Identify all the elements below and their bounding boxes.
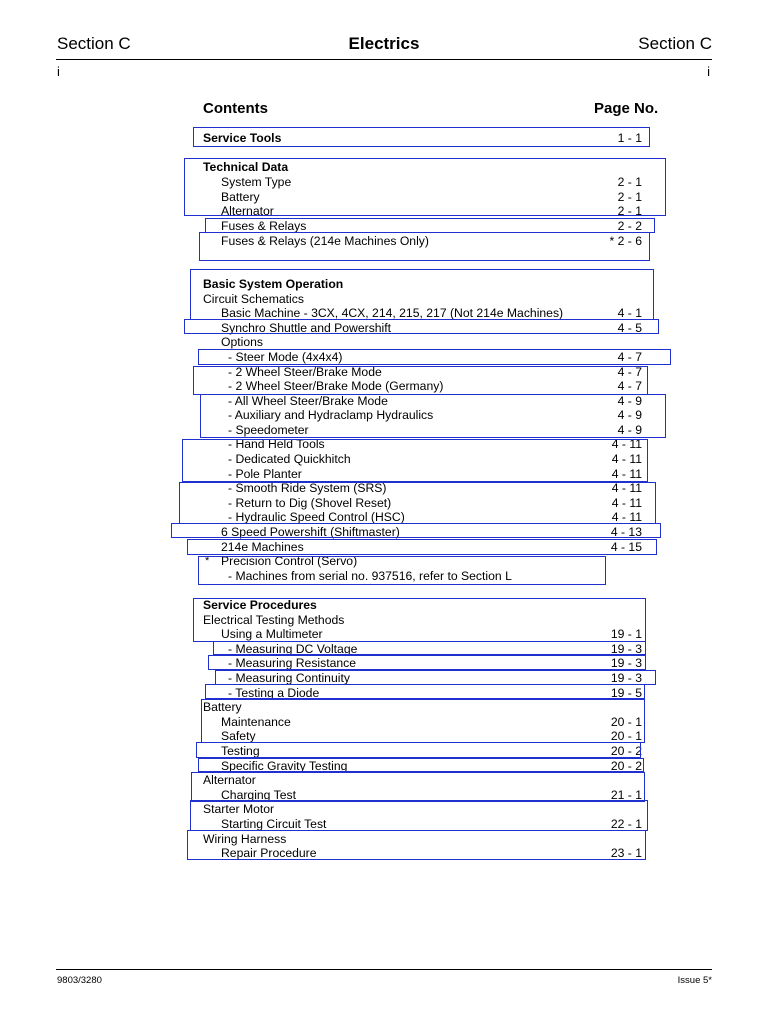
toc-entry-text: Specific Gravity Testing: [221, 759, 348, 773]
toc-entry[interactable]: [0, 219, 768, 233]
toc-entry-page: 23 - 1: [610, 846, 642, 860]
toc-entry-text: - Speedometer: [228, 423, 309, 437]
toc-entry-page: 19 - 5: [610, 686, 642, 700]
toc-entry-page: 4 - 13: [610, 525, 642, 539]
contents-heading: Contents: [203, 100, 268, 117]
toc-entry[interactable]: [0, 467, 768, 481]
toc-entry[interactable]: [0, 671, 768, 685]
toc-entry[interactable]: [0, 321, 768, 335]
toc-entry[interactable]: [0, 394, 768, 408]
section-label-right: Section C: [638, 34, 712, 53]
toc-entry-text: - Measuring Continuity: [228, 671, 350, 685]
toc-entry-page: 4 - 7: [617, 379, 642, 393]
toc-entry-page: 4 - 9: [617, 423, 642, 437]
toc-subheading[interactable]: [0, 335, 768, 349]
toc-entry-text: - Smooth Ride System (SRS): [228, 481, 387, 495]
revision-marker: *: [205, 555, 210, 567]
toc-entry-text: - Testing a Diode: [228, 686, 320, 700]
toc-entry[interactable]: [0, 569, 768, 583]
toc-entry-page: 19 - 1: [610, 627, 642, 641]
toc-entry-text: Electrical Testing Methods: [203, 613, 345, 627]
toc-entry-page: 4 - 9: [617, 394, 642, 408]
toc-entry-page: 4 - 7: [617, 350, 642, 364]
toc-entry-text: - Auxiliary and Hydraclamp Hydraulics: [228, 408, 434, 422]
toc-entry-page: 4 - 11: [611, 510, 642, 524]
footer-rule: [56, 969, 712, 970]
toc-entry-text: Maintenance: [221, 715, 291, 729]
toc-entry-page: 21 - 1: [610, 788, 642, 802]
toc-entry[interactable]: [0, 525, 768, 539]
toc-entry[interactable]: [0, 306, 768, 320]
toc-entry-page: 4 - 11: [611, 467, 642, 481]
toc-entry-text: Circuit Schematics: [203, 292, 304, 306]
page-marker-left: i: [57, 64, 60, 79]
toc-entry[interactable]: [0, 817, 768, 831]
toc-entry-text: Alternator: [221, 204, 274, 218]
toc-entry-page: 22 - 1: [610, 817, 642, 831]
toc-entry[interactable]: [0, 496, 768, 510]
toc-section-heading[interactable]: [0, 160, 768, 174]
toc-entry[interactable]: [0, 175, 768, 189]
toc-entry-page: 19 - 3: [610, 656, 642, 670]
page-no-heading: Page No.: [594, 100, 659, 117]
toc-entry[interactable]: [0, 715, 768, 729]
document-number: 9803/3280: [57, 975, 102, 986]
toc-entry[interactable]: [0, 788, 768, 802]
toc-entry-page: 20 - 1: [610, 715, 642, 729]
toc-entry-page: 4 - 11: [611, 481, 642, 495]
toc-section-heading[interactable]: [0, 277, 768, 291]
toc-entry-text: Basic Machine - 3CX, 4CX, 214, 215, 217 (Not 214e Machines): [221, 306, 564, 320]
toc-entry-page: 4 - 11: [611, 496, 642, 510]
toc-entry-text: Fuses & Relays: [221, 219, 307, 233]
toc-entry-text: - Machines from serial no. 937516, refer to Section L: [228, 569, 512, 583]
toc-entry-text: - Measuring DC Voltage: [228, 642, 358, 656]
toc-entry-text: System Type: [221, 175, 292, 189]
section-label-left: Section C: [57, 34, 131, 53]
toc-entry-text: - Measuring Resistance: [228, 656, 357, 670]
toc-entry-text: Starter Motor: [203, 802, 275, 816]
toc-entry[interactable]: [0, 554, 768, 568]
toc-entry-page: 4 - 7: [617, 365, 642, 379]
page-marker-right: i: [707, 64, 710, 79]
toc-entry-text: Fuses & Relays (214e Machines Only): [221, 234, 429, 248]
toc-entry-text: Safety: [221, 729, 256, 743]
toc-entry[interactable]: [0, 452, 768, 466]
toc-entry[interactable]: [0, 759, 768, 773]
toc-entry[interactable]: [0, 627, 768, 641]
toc-entry-page: 20 - 2: [610, 744, 642, 758]
toc-entry-text: Battery: [203, 700, 242, 714]
toc-entry[interactable]: [0, 365, 768, 379]
toc-entry-text: - 2 Wheel Steer/Brake Mode: [228, 365, 382, 379]
toc-entry-text: - Steer Mode (4x4x4): [228, 350, 343, 364]
toc-entry-text: Synchro Shuttle and Powershift: [221, 321, 392, 335]
toc-entry-text: Battery: [221, 190, 260, 204]
toc-entry[interactable]: [0, 234, 768, 248]
toc-subheading[interactable]: [0, 773, 768, 787]
toc-entry[interactable]: [0, 131, 768, 145]
toc-entry[interactable]: [0, 729, 768, 743]
toc-entry[interactable]: [0, 437, 768, 451]
toc-entry-text: Charging Test: [221, 788, 296, 802]
toc-entry-text: 214e Machines: [221, 540, 304, 554]
page-title: Electrics: [348, 34, 420, 53]
toc-entry-page: 20 - 1: [610, 729, 642, 743]
toc-entry-text: Using a Multimeter: [221, 627, 323, 641]
toc-subheading[interactable]: [0, 832, 768, 846]
toc-entry-text: - Pole Planter: [228, 467, 302, 481]
toc-entry[interactable]: [0, 423, 768, 437]
toc-entry-page: 2 - 1: [617, 204, 642, 218]
toc-entry-text: Service Procedures: [203, 598, 317, 612]
toc-entry[interactable]: [0, 408, 768, 422]
toc-entry[interactable]: [0, 204, 768, 218]
toc-entry-page: 1 - 1: [617, 131, 642, 145]
toc-entry-text: - Dedicated Quickhitch: [228, 452, 351, 466]
toc-entry-text: Basic System Operation: [203, 277, 344, 291]
toc-entry-page: 4 - 11: [611, 452, 642, 466]
toc-entry-text: Starting Circuit Test: [221, 817, 327, 831]
toc-entry[interactable]: [0, 656, 768, 670]
toc-entry-text: 6 Speed Powershift (Shiftmaster): [221, 525, 400, 539]
toc-entry[interactable]: [0, 540, 768, 554]
toc-entry[interactable]: [0, 350, 768, 364]
toc-entry-page: 2 - 1: [617, 190, 642, 204]
toc-entry-text: - 2 Wheel Steer/Brake Mode (Germany): [228, 379, 444, 393]
toc-subheading[interactable]: [0, 700, 768, 714]
toc-subheading[interactable]: [0, 802, 768, 816]
toc-entry-text: - All Wheel Steer/Brake Mode: [228, 394, 388, 408]
toc-entry-text: Repair Procedure: [221, 846, 317, 860]
toc-entry-text: Precision Control (Servo): [221, 554, 358, 568]
toc-entry[interactable]: [0, 481, 768, 495]
toc-section-heading[interactable]: [0, 598, 768, 612]
toc-entry[interactable]: [0, 510, 768, 524]
toc-entry[interactable]: [0, 642, 768, 656]
toc-entry-page: 4 - 5: [617, 321, 642, 335]
toc-entry[interactable]: [0, 744, 768, 758]
toc-entry-text: Wiring Harness: [203, 832, 287, 846]
toc-entry-page: 4 - 11: [611, 437, 642, 451]
toc-entry-page: 4 - 1: [617, 306, 642, 320]
toc-entry-page: 2 - 2: [617, 219, 642, 233]
toc-entry-page: 2 - 1: [617, 175, 642, 189]
toc-entry[interactable]: [0, 846, 768, 860]
toc-entry-page: 19 - 3: [610, 671, 642, 685]
toc-entry-page: 4 - 15: [610, 540, 642, 554]
toc-subheading[interactable]: [0, 613, 768, 627]
toc-entry-text: - Return to Dig (Shovel Reset): [228, 496, 392, 510]
toc-entry-text: Technical Data: [203, 160, 289, 174]
issue-number: Issue 5*: [677, 975, 712, 986]
toc-entry[interactable]: [0, 379, 768, 393]
header-rule: [56, 59, 712, 60]
toc-subheading[interactable]: [0, 292, 768, 306]
toc-entry-text: - Hydraulic Speed Control (HSC): [228, 510, 405, 524]
toc-entry-text: Service Tools: [203, 131, 282, 145]
toc-entry-page: 19 - 3: [610, 642, 642, 656]
toc-entry-page: * 2 - 6: [609, 234, 642, 248]
toc-entry-text: - Hand Held Tools: [228, 437, 325, 451]
toc-entry[interactable]: [0, 190, 768, 204]
toc-entry-page: 20 - 2: [610, 759, 642, 773]
toc-entry-text: Alternator: [203, 773, 256, 787]
toc-entry-text: Options: [221, 335, 264, 349]
toc-entry-text: Testing: [221, 744, 260, 758]
toc-entry[interactable]: [0, 686, 768, 700]
toc-entry-page: 4 - 9: [617, 408, 642, 422]
